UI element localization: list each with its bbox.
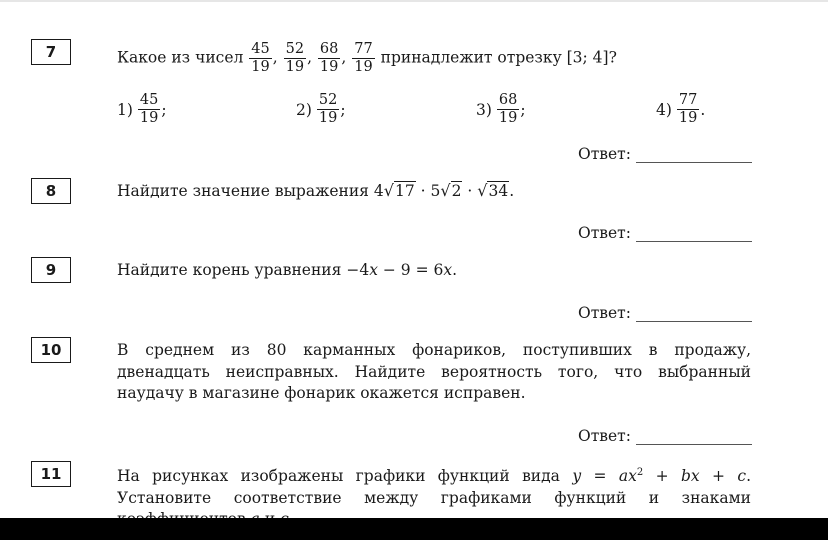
- answer-label: Ответ:: [578, 145, 631, 163]
- task-7-suffix: принадлежит отрезку [3; 4]?: [380, 48, 617, 67]
- answer-line[interactable]: [636, 227, 752, 242]
- answer-line[interactable]: [636, 148, 752, 163]
- task-7-option-3[interactable]: 3) $\frac{68}{19}$ ;: [476, 92, 526, 126]
- task-8-prefix: Найдите значение выражения: [117, 182, 369, 200]
- task-7-prefix: Какое из чисел: [117, 48, 244, 67]
- task-7-option-2[interactable]: 2) $\frac{52}{19}$ ;: [296, 92, 346, 126]
- task-11-formula: $y = ax^2$ + bx + c.: [572, 467, 752, 486]
- task-8-expression: 4√17 · 5√2 · √34.: [373, 181, 515, 200]
- answer-line[interactable]: [636, 307, 752, 322]
- task-10-answer[interactable]: [578, 427, 752, 445]
- answer-label: Ответ:: [578, 304, 631, 322]
- task-8-number: 8: [31, 178, 71, 204]
- task-8-answer[interactable]: [578, 224, 752, 242]
- fraction-1: $\frac{45}{19}$: [251, 41, 270, 75]
- task-7-option-1[interactable]: 1) $\frac{45}{19}$ ;: [117, 92, 167, 126]
- task-10-number: 10: [31, 337, 71, 363]
- bottom-black-bar: [0, 518, 828, 540]
- top-divider: [0, 0, 828, 2]
- task-8-question: [117, 180, 514, 202]
- answer-line[interactable]: [636, 430, 752, 445]
- task-9-question: [117, 259, 457, 281]
- answer-label: Ответ:: [578, 427, 631, 445]
- task-9-equation: −4x − 9 = 6x.: [346, 261, 458, 279]
- fraction-2: $\frac{52}{19}$: [285, 41, 305, 75]
- task-11-number: 11: [31, 461, 71, 487]
- answer-label: Ответ:: [578, 224, 631, 242]
- fraction-3: $\frac{68}{19}$: [319, 41, 339, 75]
- task-10-question: В среднем из 80 карманных фонариков, поступивших в продажу, двенадцать неисправных. Найдите вероятность того, что выбранный наудачу в магазине фонарик окажется исправен.: [117, 341, 751, 402]
- task-9-prefix: Найдите корень уравнения: [117, 261, 342, 279]
- task-7-number: 7: [31, 39, 71, 65]
- task-9-number: 9: [31, 257, 71, 283]
- task-7-question: Какое из чисел $\frac{45}{19}$ , $\frac{52}{19}$ , $\frac{68}{19}$ , $\frac{77}{19}$ принадлежит отрезку [3; 4]?: [117, 41, 617, 75]
- task-11-question: На рисунках изображены графики функций вида $y = ax^2$ + bx + c. Установите соответствие между графиками функций и знаками: [117, 467, 752, 507]
- fraction-4: $\frac{77}{19}$: [354, 41, 373, 75]
- task-7-answer[interactable]: [578, 145, 752, 163]
- task-7-option-4[interactable]: 4) $\frac{77}{19}$ .: [656, 92, 706, 126]
- task-9-answer[interactable]: [578, 304, 752, 322]
